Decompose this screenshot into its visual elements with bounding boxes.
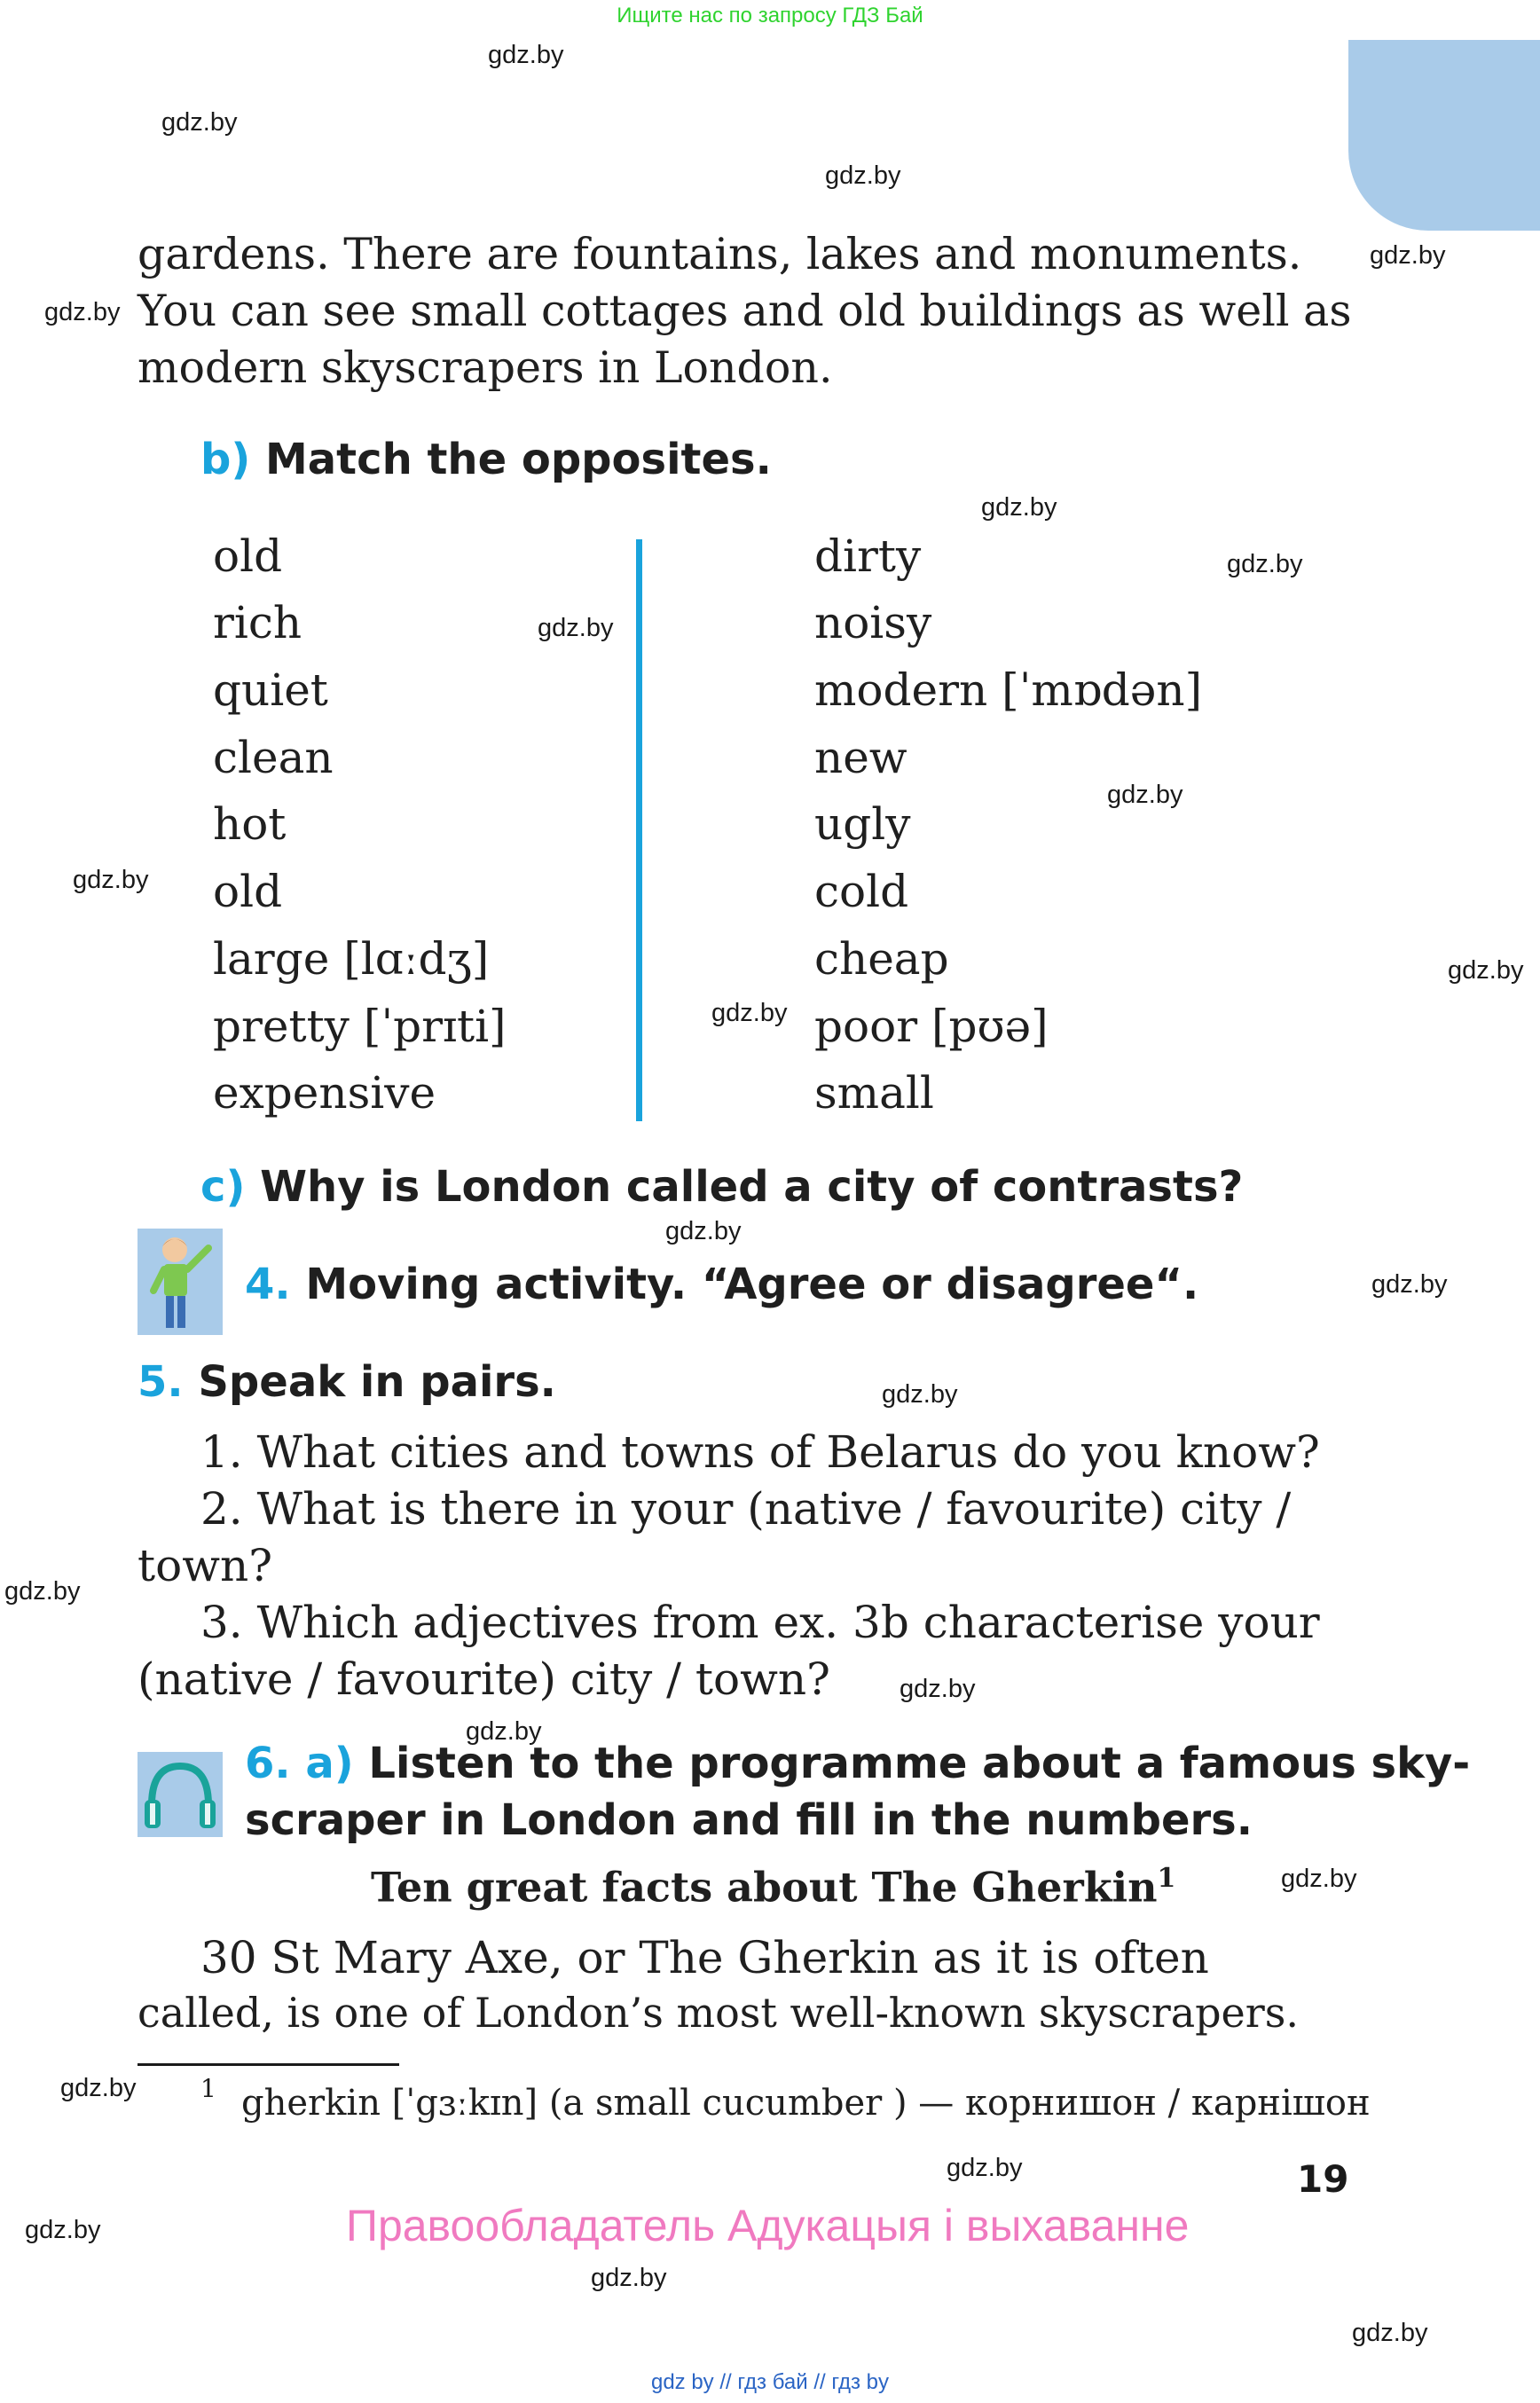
opposite-right-item: dirty [814, 530, 922, 582]
column-divider [636, 539, 642, 1121]
gherkin-heading-sup: 1 [1157, 1863, 1176, 1894]
opposite-left-item: hot [213, 798, 287, 850]
task-5-heading [138, 1357, 556, 1407]
opposite-right-item: small [814, 1067, 934, 1119]
opposite-left-item: quiet [213, 664, 328, 716]
moving-boy-icon [138, 1229, 223, 1335]
watermark: gdz.by [488, 41, 564, 69]
opposite-left-item: old [213, 530, 283, 582]
opposite-right-item: cold [814, 866, 909, 917]
watermark: gdz.by [900, 1675, 976, 1703]
task-5-number: 5. [138, 1357, 184, 1407]
task-5-line: (native / favourite) city / town? [138, 1653, 830, 1705]
task-5-line: 3. Which adjectives from ex. 3b characterise your [200, 1597, 1320, 1648]
watermark: gdz.by [882, 1380, 958, 1409]
watermark: gdz.by [4, 1577, 81, 1606]
task-5-line: 1. What cities and towns of Belarus do you know? [200, 1426, 1320, 1478]
watermark: gdz.by [1371, 1270, 1448, 1299]
watermark: gdz.by [466, 1717, 542, 1746]
watermark: gdz.by [981, 493, 1057, 522]
gherkin-para-line-1: 30 St Mary Axe, or The Gherkin as it is often [200, 1932, 1209, 1983]
watermark: gdz.by [1352, 2319, 1428, 2347]
watermark: gdz.by [825, 161, 901, 190]
watermark: gdz.by [665, 1217, 742, 1245]
task-c-title: Why is London called a city of contrasts? [260, 1162, 1244, 1212]
opposite-left-item: expensive [213, 1067, 436, 1119]
task-6-number: 6. [245, 1739, 291, 1788]
task-6-heading-line-2: scraper in London and fill in the numbers. [245, 1795, 1253, 1845]
task-6-heading-line-1 [245, 1739, 1470, 1788]
intro-line-3: modern skyscrapers in London. [138, 342, 833, 393]
watermark: gdz.by [947, 2154, 1023, 2182]
intro-line-1: gardens. There are fountains, lakes and monuments. [138, 229, 1302, 279]
watermark: gdz.by [73, 866, 149, 894]
gherkin-heading-text: Ten great facts about The Gherkin [371, 1863, 1158, 1912]
watermark: gdz.by [161, 108, 238, 137]
intro-line-2: You can see small cottages and old buildings as well as [138, 286, 1352, 336]
task-b-heading [200, 435, 772, 484]
footnote-text: gherkin [ˈgɜːkɪn] (a small cucumber ) — корнишон / карнішон [241, 2083, 1371, 2124]
task-b-title: Match the opposites. [265, 435, 772, 484]
opposite-right-item: noisy [814, 597, 932, 648]
task-6-title-1: Listen to the programme about a famous sky- [368, 1739, 1471, 1788]
task-c-heading [200, 1162, 1243, 1212]
watermark: gdz.by [1227, 550, 1303, 578]
headphones-icon [138, 1752, 223, 1837]
watermark: gdz.by [44, 298, 121, 326]
footnote-mark: 1 [200, 2074, 216, 2103]
task-6-letter: a) [305, 1739, 354, 1788]
watermark: gdz.by [1370, 241, 1446, 270]
opposite-right-item: poor [pʊə] [814, 1001, 1049, 1052]
opposite-right-item: new [814, 732, 908, 783]
watermark: gdz.by [711, 999, 788, 1027]
gherkin-heading [371, 1863, 1175, 1911]
watermark: gdz.by [60, 2074, 137, 2102]
page-number: 19 [1297, 2157, 1349, 2201]
opposite-left-item: clean [213, 732, 334, 783]
task-4-title: Moving activity. “Agree or disagree“. [305, 1260, 1199, 1309]
opposite-left-item: rich [213, 597, 302, 648]
top-banner: Ищите нас по запросу ГДЗ Бай [617, 4, 923, 27]
watermark: gdz.by [1448, 956, 1524, 985]
opposite-right-item: cheap [814, 933, 949, 985]
watermark: gdz.by [538, 614, 614, 642]
task-b-letter: b) [200, 435, 251, 484]
opposite-left-item: large [lɑːdʒ] [213, 933, 490, 985]
task-5-line: 2. What is there in your (native / favourite) city / [200, 1483, 1292, 1535]
opposite-left-item: pretty [ˈprɪti] [213, 1001, 507, 1052]
watermark: gdz.by [591, 2264, 667, 2292]
page-corner-tab [1348, 40, 1540, 231]
task-4-heading [245, 1260, 1198, 1309]
watermark: gdz.by [1281, 1865, 1357, 1893]
task-4-number: 4. [245, 1260, 291, 1309]
copyright-notice: Правообладатель Адукацыя і выхаванне [346, 2201, 1190, 2250]
opposite-left-item: old [213, 866, 283, 917]
footnote-rule [138, 2063, 399, 2066]
opposite-right-item: modern [ˈmɒdən] [814, 664, 1203, 716]
bottom-links[interactable]: gdz by // гдз бай // гдз by [650, 2370, 890, 2394]
task-c-letter: c) [200, 1162, 246, 1212]
opposite-right-item: ugly [814, 798, 911, 850]
watermark: gdz.by [1107, 781, 1183, 809]
task-5-line: town? [138, 1540, 273, 1591]
gherkin-para-line-2: called, is one of London’s most well-known skyscrapers. [138, 1989, 1300, 2037]
watermark: gdz.by [25, 2216, 101, 2244]
task-5-title: Speak in pairs. [198, 1357, 556, 1407]
